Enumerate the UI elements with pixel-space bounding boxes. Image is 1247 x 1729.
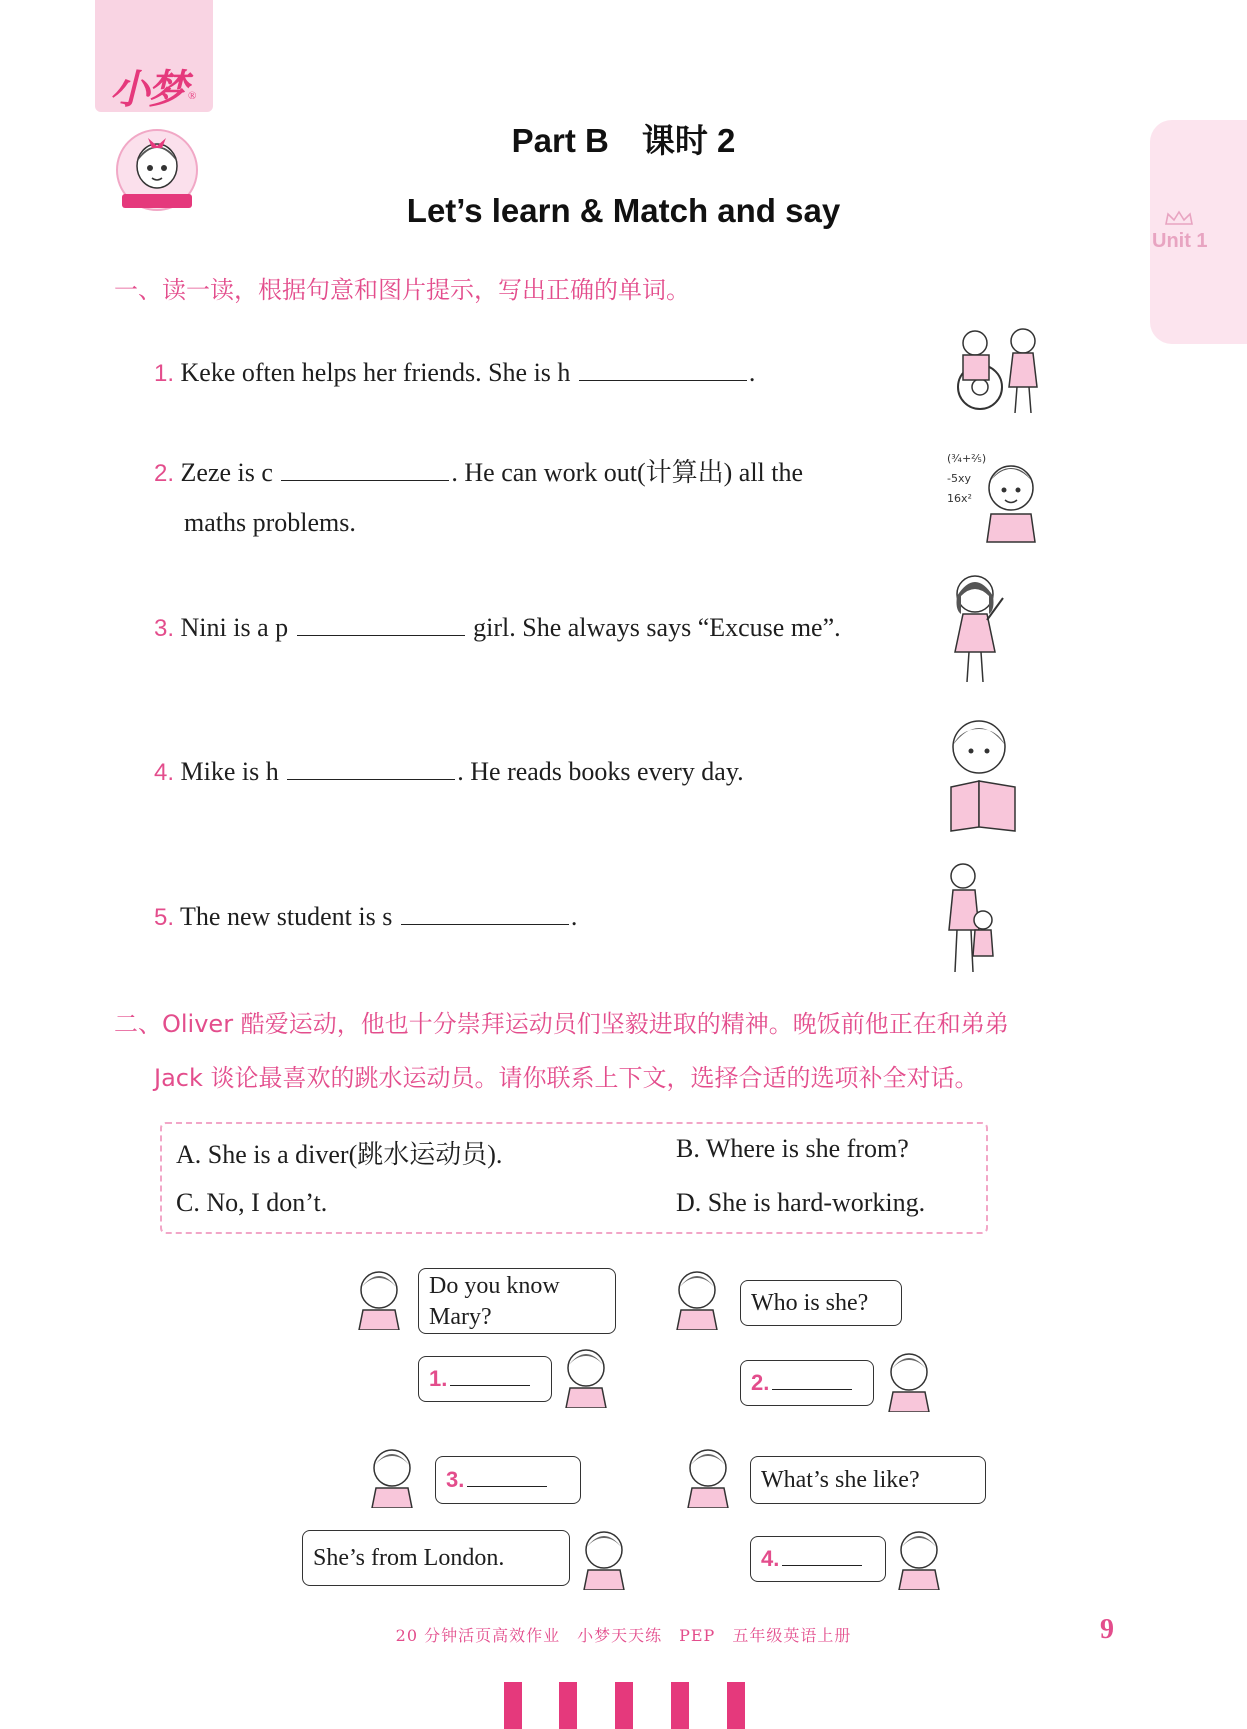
speech-bubble-answer-3[interactable] [435, 1456, 581, 1504]
boy-face-icon [684, 1446, 732, 1508]
bubble-text: Mary? [429, 1304, 492, 1330]
answer-blank[interactable] [287, 759, 455, 780]
question-number: 4. [154, 759, 175, 786]
polite-girl-illustration [945, 570, 1015, 690]
question-text-end: . He reads books every day. [457, 757, 744, 786]
question-2-line2: maths problems. [184, 508, 356, 537]
speech-bubble-q4 [750, 1456, 986, 1504]
question-text: Nini is a p [180, 613, 289, 642]
helping-friend-illustration [945, 325, 1050, 420]
bubble-text: Who is she? [751, 1290, 869, 1316]
bubble-text: She’s from London. [313, 1545, 505, 1571]
question-number: 2. [154, 460, 175, 487]
question-text: Keke often helps her friends. She is h [180, 358, 571, 387]
registered-mark: ® [188, 90, 197, 102]
answer-blank[interactable] [450, 1369, 530, 1386]
bubble-text: Do you know [429, 1273, 560, 1299]
question-text: Mike is h [180, 757, 279, 786]
boy-face-icon [673, 1268, 721, 1330]
boy-face-icon [885, 1350, 933, 1412]
question-text: The new student is s [180, 902, 393, 931]
shy-student-illustration [945, 860, 1005, 978]
binding-mark [504, 1682, 522, 1729]
question-number: 5. [154, 904, 175, 931]
binding-mark [559, 1682, 577, 1729]
option-c: C. No, I don’t. [176, 1188, 328, 1217]
section2-heading-line2: Jack 谈论最喜欢的跳水运动员。请你联系上下文，选择合适的选项补全对话。 [154, 1064, 979, 1092]
question-number: 3. [154, 615, 175, 642]
svg-text:(¾+⅖): (¾+⅖) [947, 452, 987, 465]
question-text-end: girl. She always says “Excuse me”. [466, 613, 841, 642]
blank-number: 2. [751, 1370, 770, 1395]
brand-logo: 小梦 [110, 66, 186, 113]
section1-heading: 一、读一读，根据句意和图片提示，写出正确的单词。 [114, 276, 690, 304]
question-text-end: . [570, 902, 578, 931]
question-3 [154, 613, 841, 643]
question-text: Zeze is c [180, 458, 273, 487]
svg-text:-5xy: -5xy [947, 472, 971, 485]
speech-bubble-a3 [302, 1530, 570, 1586]
page-number: 9 [1100, 1614, 1114, 1645]
boy-face-icon [368, 1446, 416, 1508]
boy-face-icon [895, 1528, 943, 1590]
binding-mark [727, 1682, 745, 1729]
option-d: D. She is hard-working. [676, 1188, 926, 1217]
bubble-text: What’s she like? [761, 1467, 920, 1493]
math-boy-illustration [945, 448, 1045, 544]
speech-bubble-q1 [418, 1268, 616, 1334]
answer-blank[interactable] [782, 1549, 862, 1566]
question-text-end: . [748, 358, 756, 387]
question-4 [154, 757, 744, 787]
boy-face-icon [562, 1346, 610, 1408]
unit-label: Unit 1 [1152, 230, 1208, 252]
speech-bubble-answer-4[interactable] [750, 1536, 886, 1582]
answer-blank[interactable] [467, 1470, 547, 1487]
speech-bubble-answer-1[interactable] [418, 1356, 552, 1402]
answer-blank[interactable] [297, 615, 465, 636]
boy-face-icon [580, 1528, 628, 1590]
binding-mark [671, 1682, 689, 1729]
footer-text: 20 分钟活页高效作业 小梦天天练 PEP 五年级英语上册 [395, 1626, 852, 1645]
question-2 [154, 452, 803, 489]
answer-blank[interactable] [401, 904, 569, 925]
answer-blank[interactable] [281, 460, 449, 481]
lesson-title: Part B 课时 2 [511, 122, 736, 159]
section2-heading-line1: 二、Oliver 酷爱运动，他也十分崇拜运动员们坚毅进取的精神。晚饭前他正在和弟弟 [114, 1010, 1009, 1038]
binding-mark [615, 1682, 633, 1729]
question-5 [154, 902, 577, 932]
option-b: B. Where is she from? [676, 1134, 909, 1163]
blank-number: 1. [429, 1366, 448, 1391]
question-1 [154, 358, 755, 388]
speech-bubble-q2 [740, 1280, 902, 1326]
option-a: A. She is a diver(跳水运动员). [176, 1140, 503, 1169]
boy-face-icon [355, 1268, 403, 1330]
question-text-end: . He can work out(计算出) all the [451, 458, 804, 487]
lesson-subtitle: Let’s learn & Match and say [406, 192, 841, 229]
speech-bubble-answer-2[interactable] [740, 1360, 874, 1406]
blank-number: 3. [446, 1467, 465, 1492]
reading-boy-illustration [945, 715, 1025, 833]
svg-text:16x²: 16x² [947, 492, 972, 505]
question-number: 1. [154, 360, 175, 387]
blank-number: 4. [761, 1546, 780, 1571]
answer-blank[interactable] [772, 1373, 852, 1390]
answer-blank[interactable] [579, 360, 747, 381]
